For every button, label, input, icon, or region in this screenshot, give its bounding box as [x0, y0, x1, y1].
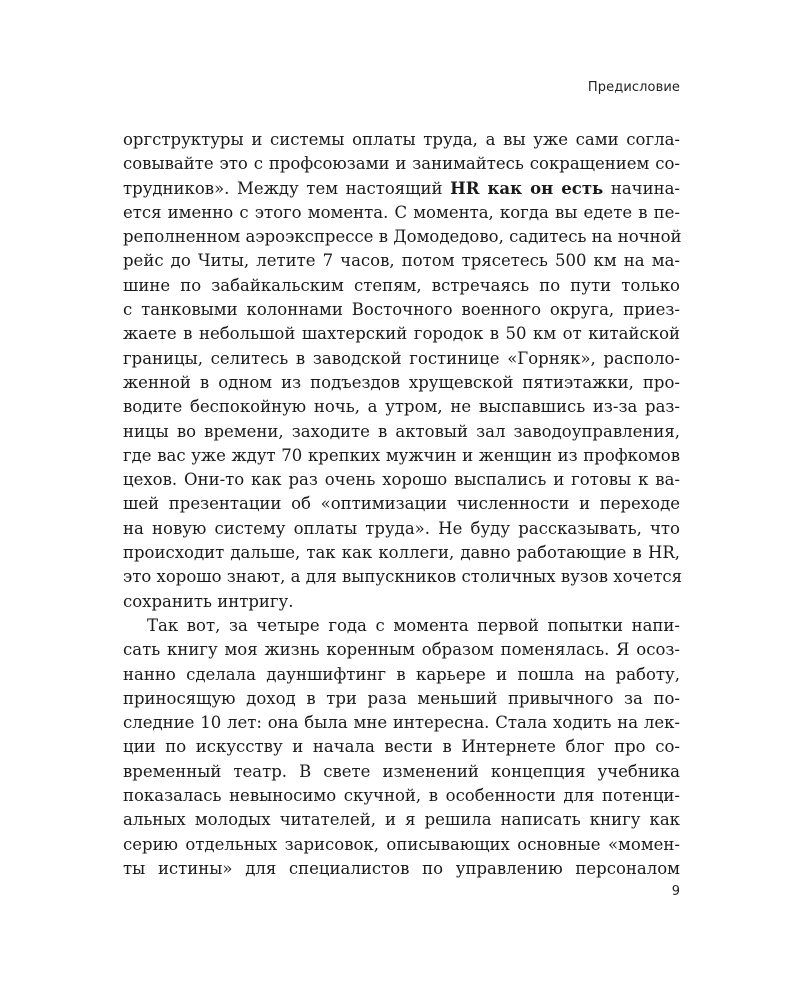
page-number: 9: [671, 884, 680, 899]
text-line: сать книгу моя жизнь коренным образом поменялась. Я осоз-: [123, 640, 680, 660]
text-line: на новую систему оплаты труда». Не буду рассказывать, что: [123, 518, 680, 538]
text-line: следние 10 лет: она была мне интересна. Стала ходить на лек-: [123, 713, 680, 733]
text-line: женной в одном из подъездов хрущевской пятиэтажки, про-: [123, 372, 680, 392]
paragraph-1: [123, 128, 680, 614]
running-header: Предисловие: [587, 80, 680, 95]
body-text: [123, 128, 680, 881]
text-line: водите беспокойную ночь, а утром, не выспавшись из-за раз-: [123, 397, 680, 417]
text-line: трудников». Между тем настоящий HR как он есть начина-: [123, 178, 680, 198]
text-line: нанно сделала дауншифтинг в карьере и пошла на работу,: [123, 664, 680, 684]
bold-phrase: HR как он есть: [450, 178, 604, 198]
text-line: ции по искусству и начала вести в Интернете блог про со-: [123, 737, 680, 757]
text-line: границы, селитесь в заводской гостинице «Горняк», располо-: [123, 348, 680, 368]
text-line: Так вот, за четыре года с момента первой попытки напи-: [147, 615, 680, 635]
text-line: с танковыми колоннами Восточного военного округа, приез-: [123, 300, 680, 320]
text-line: цехов. Они-то как раз очень хорошо выспались и готовы к ва-: [123, 470, 680, 490]
text-line: рейс до Читы, летите 7 часов, потом трясетесь 500 км на ма-: [123, 251, 680, 271]
text-line: временный театр. В свете изменений концепция учебника: [123, 761, 680, 781]
text-line: где вас уже ждут 70 крепких мужчин и женщин из профкомов: [123, 445, 680, 465]
text-line: оргструктуры и системы оплаты труда, а вы уже сами согла-: [123, 130, 680, 149]
text-line: шей презентации об «оптимизации численности и переходе: [123, 494, 680, 514]
text-line: сохранить интригу.: [123, 591, 294, 611]
text-line: жаете в небольшой шахтерский городок в 50 км от китайской: [123, 324, 680, 344]
text-line: совывайте это с профсоюзами и занимайтесь сокращением со-: [123, 154, 680, 174]
text-line: альных молодых читателей, и я решила написать книгу как: [123, 810, 680, 830]
text-line: серию отдельных зарисовок, описывающих основные «момен-: [123, 834, 680, 854]
text-line: приносящую доход в три раза меньший привычного за по-: [123, 688, 680, 708]
text-line: происходит дальше, так как коллеги, давно работающие в HR,: [123, 543, 680, 563]
text-line: это хорошо знают, а для выпускников столичных вузов хочется: [123, 567, 682, 587]
text-line: ется именно с этого момента. С момента, когда вы едете в пе-: [123, 202, 680, 222]
text-line: шине по забайкальским степям, встречаясь по пути только: [123, 275, 680, 295]
paragraph-2: [123, 614, 680, 881]
text-line: ницы во времени, заходите в актовый зал заводоуправления,: [123, 421, 680, 441]
text-line: показалась невыносимо скучной, в особенности для потенци-: [123, 786, 680, 806]
text-line: ты истины» для специалистов по управлению персоналом: [123, 858, 680, 878]
text-line: реполненном аэроэкспрессе в Домодедово, садитесь на ночной: [123, 227, 682, 247]
